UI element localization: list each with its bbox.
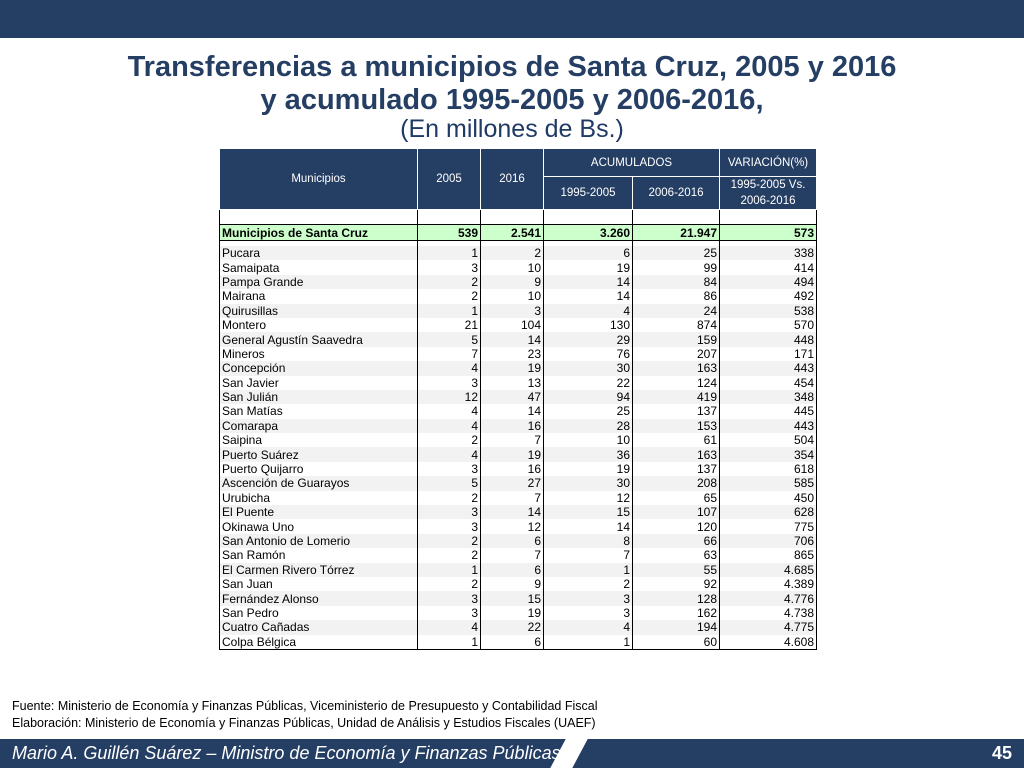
variacion: 775	[720, 519, 817, 533]
acc-2006-2016: 107	[633, 505, 720, 519]
value-2016: 47	[481, 390, 544, 404]
acc-1995-2005: 25	[544, 404, 633, 418]
table-row	[220, 347, 817, 361]
municipio-name: General Agustín Saavedra	[220, 332, 418, 346]
acc-1995-2005: 8	[544, 534, 633, 548]
variacion: 618	[720, 462, 817, 476]
municipio-name: San Matías	[220, 404, 418, 418]
header-2016: 2016	[481, 149, 544, 210]
header-municipios: Municipios	[220, 149, 418, 210]
acc-1995-2005: 3	[544, 606, 633, 620]
value-2016: 12	[481, 519, 544, 533]
table-row	[220, 318, 817, 332]
acc-1995-2005: 1	[544, 635, 633, 650]
value-2005: 1	[418, 635, 481, 650]
acc-1995-2005: 14	[544, 289, 633, 303]
summary-2005: 539	[418, 225, 481, 241]
acc-1995-2005: 94	[544, 390, 633, 404]
acc-2006-2016: 120	[633, 519, 720, 533]
acc-2006-2016: 163	[633, 447, 720, 461]
value-2016: 23	[481, 347, 544, 361]
municipio-name: Montero	[220, 318, 418, 332]
header-variacion-line1: 1995-2005 Vs.	[730, 179, 806, 191]
value-2005: 5	[418, 476, 481, 490]
page-number: 45	[991, 743, 1012, 763]
value-2005: 1	[418, 304, 481, 318]
variacion: 4.776	[720, 591, 817, 605]
municipio-name: Fernández Alonso	[220, 591, 418, 605]
table-row	[220, 462, 817, 476]
municipio-name: El Puente	[220, 505, 418, 519]
acc-2006-2016: 874	[633, 318, 720, 332]
acc-2006-2016: 419	[633, 390, 720, 404]
acc-1995-2005: 19	[544, 260, 633, 274]
acc-1995-2005: 76	[544, 347, 633, 361]
variacion: 4.738	[720, 606, 817, 620]
value-2005: 3	[418, 505, 481, 519]
variacion: 538	[720, 304, 817, 318]
value-2016: 10	[481, 289, 544, 303]
value-2005: 3	[418, 519, 481, 533]
value-2016: 14	[481, 505, 544, 519]
prepared-by-note: Elaboración: Ministerio de Economía y Finanzas Públicas, Unidad de Análisis y Estudios Fiscales (UAEF)	[12, 716, 596, 730]
acc-1995-2005: 15	[544, 505, 633, 519]
acc-1995-2005: 12	[544, 491, 633, 505]
value-2005: 12	[418, 390, 481, 404]
value-2005: 2	[418, 433, 481, 447]
municipio-name: San Ramón	[220, 548, 418, 562]
value-2005: 2	[418, 275, 481, 289]
value-2016: 6	[481, 563, 544, 577]
variacion: 454	[720, 376, 817, 390]
acc-2006-2016: 61	[633, 433, 720, 447]
table-row	[220, 246, 817, 260]
variacion: 865	[720, 548, 817, 562]
table-row	[220, 606, 817, 620]
table-row	[220, 548, 817, 562]
value-2016: 19	[481, 447, 544, 461]
header-acc-2006-2016: 2006-2016	[633, 177, 720, 210]
acc-1995-2005: 14	[544, 519, 633, 533]
variacion: 585	[720, 476, 817, 490]
variacion: 492	[720, 289, 817, 303]
acc-1995-2005: 6	[544, 246, 633, 260]
acc-1995-2005: 22	[544, 376, 633, 390]
acc-2006-2016: 207	[633, 347, 720, 361]
value-2016: 14	[481, 332, 544, 346]
municipio-name: El Carmen Rivero Tórrez	[220, 563, 418, 577]
variacion: 338	[720, 246, 817, 260]
acc-2006-2016: 124	[633, 376, 720, 390]
municipio-name: Quirusillas	[220, 304, 418, 318]
acc-2006-2016: 194	[633, 620, 720, 634]
variacion: 414	[720, 260, 817, 274]
acc-2006-2016: 63	[633, 548, 720, 562]
table-row	[220, 376, 817, 390]
acc-2006-2016: 137	[633, 404, 720, 418]
municipio-name: Comarapa	[220, 419, 418, 433]
value-2005: 3	[418, 591, 481, 605]
value-2005: 5	[418, 332, 481, 346]
acc-1995-2005: 3	[544, 591, 633, 605]
variacion: 443	[720, 419, 817, 433]
municipio-name: Saipina	[220, 433, 418, 447]
transfers-table	[219, 148, 817, 650]
variacion: 448	[720, 332, 817, 346]
variacion: 4.608	[720, 635, 817, 650]
municipio-name: San Julián	[220, 390, 418, 404]
table-row	[220, 419, 817, 433]
acc-1995-2005: 130	[544, 318, 633, 332]
acc-1995-2005: 36	[544, 447, 633, 461]
variacion: 628	[720, 505, 817, 519]
header-variacion-line2: 2006-2016	[740, 195, 796, 207]
value-2005: 4	[418, 620, 481, 634]
acc-2006-2016: 163	[633, 361, 720, 375]
value-2005: 4	[418, 447, 481, 461]
acc-1995-2005: 30	[544, 476, 633, 490]
municipio-name: Colpa Bélgica	[220, 635, 418, 650]
value-2005: 3	[418, 606, 481, 620]
table-row	[220, 332, 817, 346]
acc-2006-2016: 159	[633, 332, 720, 346]
value-2016: 16	[481, 462, 544, 476]
summary-acc-1995-2005: 3.260	[544, 225, 633, 241]
municipio-name: Puerto Quijarro	[220, 462, 418, 476]
table-row	[220, 635, 817, 650]
table-row	[220, 534, 817, 548]
table-row	[220, 404, 817, 418]
value-2016: 104	[481, 318, 544, 332]
municipio-name: Puerto Suárez	[220, 447, 418, 461]
value-2016: 13	[481, 376, 544, 390]
value-2016: 6	[481, 635, 544, 650]
value-2016: 6	[481, 534, 544, 548]
value-2016: 14	[481, 404, 544, 418]
value-2005: 7	[418, 347, 481, 361]
table-row	[220, 563, 817, 577]
table-row	[220, 491, 817, 505]
acc-2006-2016: 162	[633, 606, 720, 620]
summary-2016: 2.541	[481, 225, 544, 241]
header-acumulados: ACUMULADOS	[544, 149, 720, 177]
source-note: Fuente: Ministerio de Economía y Finanzas Públicas, Viceministerio de Presupuesto y Contabilidad Fiscal	[12, 699, 598, 713]
acc-1995-2005: 30	[544, 361, 633, 375]
table-row	[220, 519, 817, 533]
variacion: 706	[720, 534, 817, 548]
value-2005: 2	[418, 534, 481, 548]
value-2016: 19	[481, 361, 544, 375]
value-2005: 3	[418, 376, 481, 390]
variacion: 445	[720, 404, 817, 418]
municipio-name: Samaipata	[220, 260, 418, 274]
acc-1995-2005: 2	[544, 577, 633, 591]
variacion: 443	[720, 361, 817, 375]
municipio-name: Urubicha	[220, 491, 418, 505]
value-2016: 7	[481, 548, 544, 562]
table-row	[220, 361, 817, 375]
municipio-name: San Pedro	[220, 606, 418, 620]
value-2005: 4	[418, 404, 481, 418]
value-2005: 2	[418, 491, 481, 505]
acc-2006-2016: 137	[633, 462, 720, 476]
municipio-name: Mairana	[220, 289, 418, 303]
municipio-name: Concepción	[220, 361, 418, 375]
acc-1995-2005: 4	[544, 304, 633, 318]
acc-2006-2016: 60	[633, 635, 720, 650]
acc-1995-2005: 29	[544, 332, 633, 346]
acc-2006-2016: 66	[633, 534, 720, 548]
municipio-name: Pucara	[220, 246, 418, 260]
spacer-row	[220, 210, 817, 225]
table-row	[220, 390, 817, 404]
acc-2006-2016: 208	[633, 476, 720, 490]
value-2016: 2	[481, 246, 544, 260]
value-2005: 1	[418, 246, 481, 260]
acc-1995-2005: 10	[544, 433, 633, 447]
acc-1995-2005: 19	[544, 462, 633, 476]
table-row	[220, 289, 817, 303]
municipio-name: Cuatro Cañadas	[220, 620, 418, 634]
summary-acc-2006-2016: 21.947	[633, 225, 720, 241]
summary-row	[220, 225, 817, 241]
value-2016: 7	[481, 433, 544, 447]
acc-1995-2005: 1	[544, 563, 633, 577]
acc-1995-2005: 14	[544, 275, 633, 289]
value-2016: 15	[481, 591, 544, 605]
municipio-name: Okinawa Uno	[220, 519, 418, 533]
value-2005: 2	[418, 548, 481, 562]
table-row	[220, 433, 817, 447]
table-row	[220, 260, 817, 274]
summary-name: Municipios de Santa Cruz	[220, 225, 418, 241]
value-2005: 2	[418, 289, 481, 303]
table-row	[220, 577, 817, 591]
top-banner	[0, 0, 1024, 38]
table-row	[220, 304, 817, 318]
page-title-line2: y acumulado 1995-2005 y 2006-2016,	[260, 84, 764, 116]
value-2016: 7	[481, 491, 544, 505]
variacion: 171	[720, 347, 817, 361]
value-2005: 2	[418, 577, 481, 591]
acc-2006-2016: 86	[633, 289, 720, 303]
municipio-name: Ascención de Guarayos	[220, 476, 418, 490]
variacion: 570	[720, 318, 817, 332]
value-2005: 1	[418, 563, 481, 577]
acc-2006-2016: 25	[633, 246, 720, 260]
table-row	[220, 591, 817, 605]
variacion: 348	[720, 390, 817, 404]
page-subtitle: (En millones de Bs.)	[400, 115, 624, 143]
value-2005: 3	[418, 462, 481, 476]
value-2016: 27	[481, 476, 544, 490]
acc-2006-2016: 84	[633, 275, 720, 289]
acc-2006-2016: 24	[633, 304, 720, 318]
value-2016: 19	[481, 606, 544, 620]
header-variacion-period	[720, 177, 817, 210]
summary-variacion: 573	[720, 225, 817, 241]
value-2016: 3	[481, 304, 544, 318]
header-acc-1995-2005: 1995-2005	[544, 177, 633, 210]
variacion: 4.389	[720, 577, 817, 591]
variacion: 504	[720, 433, 817, 447]
value-2005: 3	[418, 260, 481, 274]
value-2005: 4	[418, 419, 481, 433]
municipio-name: San Antonio de Lomerio	[220, 534, 418, 548]
municipio-name: San Juan	[220, 577, 418, 591]
municipio-name: Mineros	[220, 347, 418, 361]
municipio-name: Pampa Grande	[220, 275, 418, 289]
value-2016: 9	[481, 275, 544, 289]
acc-2006-2016: 99	[633, 260, 720, 274]
value-2016: 16	[481, 419, 544, 433]
table-row	[220, 476, 817, 490]
table-row	[220, 505, 817, 519]
acc-1995-2005: 28	[544, 419, 633, 433]
variacion: 450	[720, 491, 817, 505]
table-row	[220, 275, 817, 289]
header-variacion: VARIACIÓN(%)	[720, 149, 817, 177]
acc-2006-2016: 153	[633, 419, 720, 433]
acc-1995-2005: 4	[544, 620, 633, 634]
page-title-line1: Transferencias a municipios de Santa Cruz, 2005 y 2016	[127, 51, 897, 83]
table-row	[220, 447, 817, 461]
acc-1995-2005: 7	[544, 548, 633, 562]
value-2005: 4	[418, 361, 481, 375]
footer-author: Mario A. Guillén Suárez – Ministro de Economía y Finanzas Públicas	[12, 743, 561, 763]
table-row	[220, 620, 817, 634]
header-2005: 2005	[418, 149, 481, 210]
value-2016: 10	[481, 260, 544, 274]
acc-2006-2016: 55	[633, 563, 720, 577]
value-2016: 22	[481, 620, 544, 634]
value-2016: 9	[481, 577, 544, 591]
acc-2006-2016: 92	[633, 577, 720, 591]
variacion: 4.685	[720, 563, 817, 577]
variacion: 494	[720, 275, 817, 289]
variacion: 354	[720, 447, 817, 461]
value-2005: 21	[418, 318, 481, 332]
municipio-name: San Javier	[220, 376, 418, 390]
variacion: 4.775	[720, 620, 817, 634]
acc-2006-2016: 128	[633, 591, 720, 605]
acc-2006-2016: 65	[633, 491, 720, 505]
